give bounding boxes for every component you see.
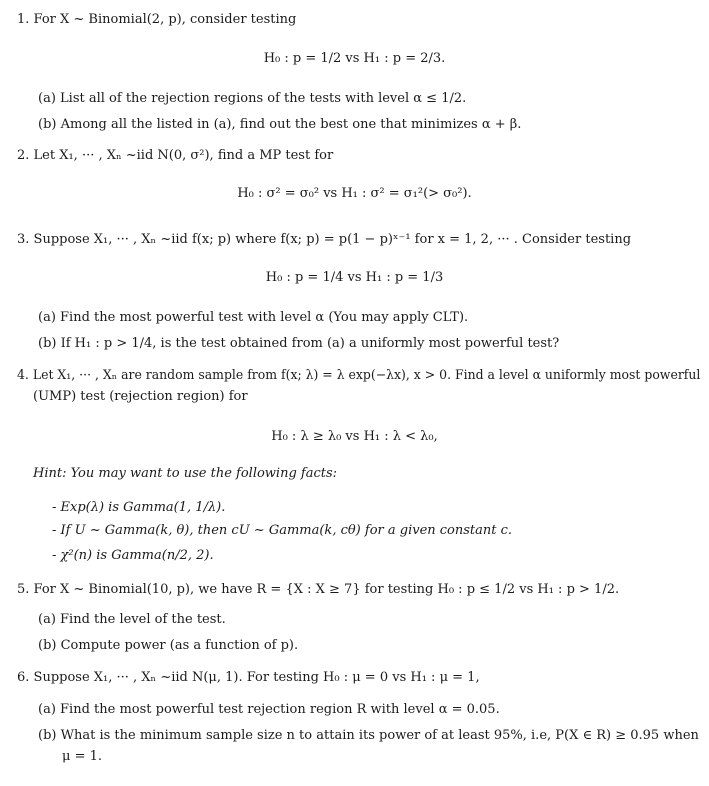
problem-5-part-b: (b) Compute power (as a function of p). bbox=[38, 638, 299, 653]
problem-6-part-a: (a) Find the most powerful test rejection region R with level α = 0.05. bbox=[38, 702, 500, 717]
problem-5-part-a: (a) Find the level of the test. bbox=[38, 612, 226, 627]
problem-2-hypotheses: H₀ : σ² = σ₀² vs H₁ : σ² = σ₁²(> σ₀²). bbox=[237, 186, 472, 201]
problem-3-part-b: (b) If H₁ : p > 1/4, is the test obtained from (a) a uniformly most powerful test? bbox=[38, 336, 560, 351]
problem-4-hint-2: - If U ~ Gamma(k, θ), then cU ~ Gamma(k, cθ) for a given constant c. bbox=[52, 523, 513, 538]
problem-2-stem: 2. Let X₁, ··· , Xₙ ~iid N(0, σ²), find a MP test for bbox=[17, 148, 334, 163]
problem-3-stem: 3. Suppose X₁, ··· , Xₙ ~iid f(x; p) where f(x; p) = p(1 − p)ˣ⁻¹ for x = 1, 2, ··· . Consider testing bbox=[17, 232, 632, 247]
problem-4-hypotheses: H₀ : λ ≥ λ₀ vs H₁ : λ < λ₀, bbox=[271, 429, 438, 444]
problem-4-stem: 4. Let X₁, ··· , Xₙ are random sample from f(x; λ) = λ exp(−λx), x > 0. Find a level α uniformly most powerful bbox=[17, 368, 701, 383]
problem-1-stem: 1. For X ~ Binomial(2, p), consider testing bbox=[17, 12, 297, 27]
problem-4-hint-1: - Exp(λ) is Gamma(1, 1/λ). bbox=[52, 500, 226, 515]
problem-6-part-b-continued: μ = 1. bbox=[62, 749, 103, 764]
problem-1-hypotheses: H₀ : p = 1/2 vs H₁ : p = 2/3. bbox=[263, 51, 446, 66]
problem-4-stem-continued: (UMP) test (rejection region) for bbox=[33, 389, 248, 404]
problem-4-hint-3: - χ²(n) is Gamma(n/2, 2). bbox=[52, 548, 214, 563]
problem-3-part-a: (a) Find the most powerful test with level α (You may apply CLT). bbox=[38, 310, 469, 325]
problem-4-hint-title: Hint: You may want to use the following facts: bbox=[33, 466, 338, 481]
problem-3-hypotheses: H₀ : p = 1/4 vs H₁ : p = 1/3 bbox=[265, 270, 444, 285]
problem-1-part-a: (a) List all of the rejection regions of the tests with level α ≤ 1/2. bbox=[38, 91, 467, 106]
problem-6-part-b: (b) What is the minimum sample size n to attain its power of at least 95%, i.e, P(X ∈ R) ≥ 0.95 when bbox=[38, 728, 699, 743]
problem-5-stem: 5. For X ~ Binomial(10, p), we have R = {X : X ≥ 7} for testing H₀ : p ≤ 1/2 vs H₁ : p > 1/2. bbox=[17, 582, 620, 597]
problem-6-stem: 6. Suppose X₁, ··· , Xₙ ~iid N(μ, 1). For testing H₀ : μ = 0 vs H₁ : μ = 1, bbox=[17, 670, 480, 685]
problem-1-part-b: (b) Among all the listed in (a), find out the best one that minimizes α + β. bbox=[38, 117, 522, 132]
